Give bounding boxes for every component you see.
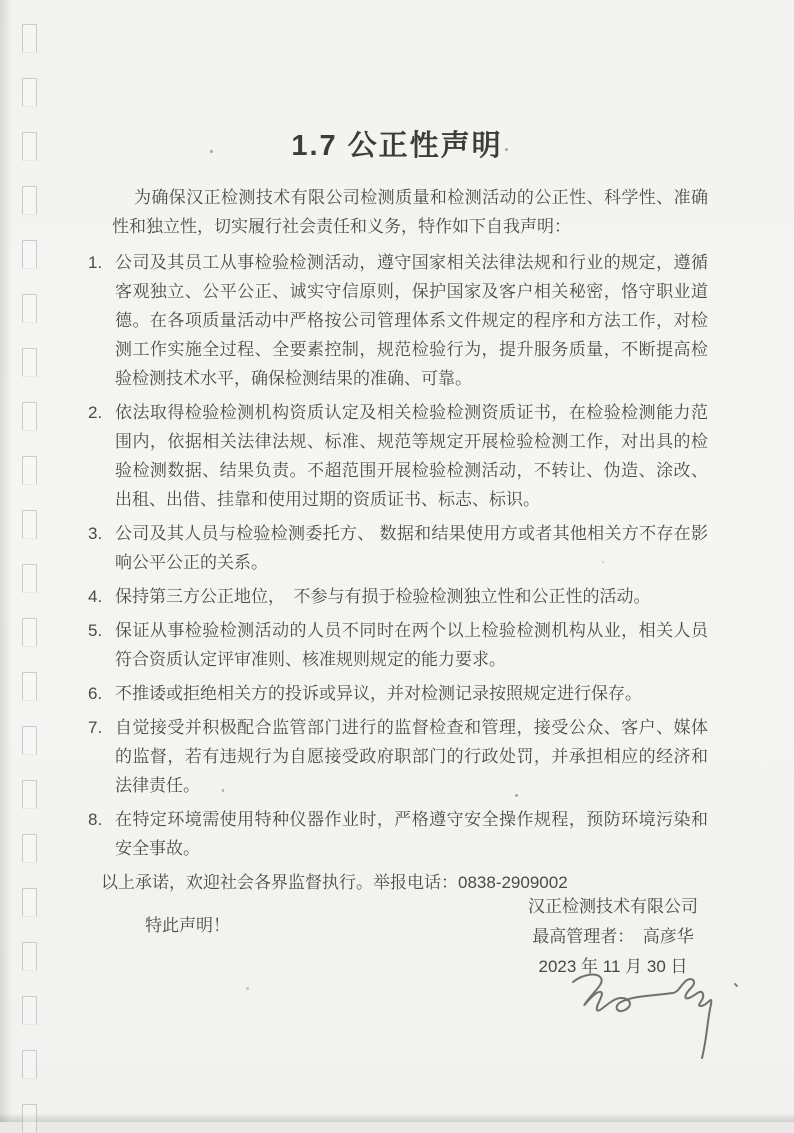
scan-speck [505,148,508,151]
signature-company: 汉正检测技术有限公司 [528,897,698,916]
item-number: 3. [88,524,103,543]
item-text: 保持第三方公正地位， 不参与有损于检验检测独立性和公正性的活动。 [115,587,651,606]
report-phone: 0838-2909002 [458,873,568,892]
signature-date: 2023 年 11 月 30 日 [538,957,688,976]
item-text: 公司及其员工从事检验检测活动，遵守国家相关法律法规和行业的规定，遵循客观独立、公平公正、诚实守信原则，保护国家及客户相关秘密，恪守职业道德。在各项质量活动中严格按公司管理体系文件规定的程序和方法工作，对检测工作实施全过程、全要素控制，规范检验行为，提升服务质量，不断提高检验检测技术水平，确保检测结果的准确、可靠。 [115,253,708,388]
item-number: 2. [88,403,103,422]
closing-text: 以上承诺，欢迎社会各界监督执行。举报电话： [101,873,458,892]
list-item [88,519,708,577]
scan-speck [515,794,518,797]
list-item [88,679,708,708]
item-number: 7. [88,718,103,737]
scan-bottom-edge [0,1113,794,1122]
list-item [88,398,708,514]
signature-handwriting [545,960,755,1080]
binding-holes [22,24,37,1133]
list-item [88,713,708,800]
item-text: 公司及其人员与检验检测委托方、 数据和结果使用方或者其他相关方不存在影响公平公正的关系。 [115,524,708,572]
page-title: 1.7 公正性声明 [291,130,503,162]
item-text: 不推诿或拒绝相关方的投诉或异议，并对检测记录按照规定进行保存。 [115,684,642,703]
scan-speck [222,789,224,792]
item-number: 8. [88,810,103,829]
item-text: 依法取得检验检测机构资质认定及相关检验检测资质证书，在检验检测能力范围内，依据相关法律法规、标准、规范等规定开展检验检测工作，对出具的检验检测数据、结果负责。不超范围开展检验检测活动，不转让、伪造、涂改、出租、出借、挂靠和使用过期的资质证书、标志、标识。 [115,403,708,509]
list-item [88,582,708,611]
document-body [88,183,708,940]
statement-list [88,248,708,863]
list-item [88,616,708,674]
scan-left-edge [0,0,12,1122]
scan-speck [246,987,249,990]
item-number: 1. [88,253,103,272]
list-item [88,805,708,863]
item-text: 自觉接受并积极配合监管部门进行的监督检查和管理，接受公众、客户、媒体的监督，若有违规行为自愿接受政府职部门的行政处罚，并承担相应的经济和法律责任。 [115,718,708,795]
list-item [88,248,708,393]
scan-speck [210,150,213,153]
intro-paragraph: 为确保汉正检测技术有限公司检测质量和检测活动的公正性、科学性、准确性和独立性，切实履行社会责任和义务，特作如下自我声明： [112,188,708,236]
item-number: 6. [88,684,103,703]
item-text: 保证从事检验检测活动的人员不同时在两个以上检验检测机构从业，相关人员符合资质认定评审准则、核准规则规定的能力要求。 [115,621,708,669]
declaration-line: 特此声明！ [145,916,230,935]
item-text: 在特定环境需使用特种仪器作业时，严格遵守安全操作规程，预防环境污染和安全事故。 [115,810,708,858]
scan-speck [602,561,604,563]
item-number: 5. [88,621,103,640]
signature-manager: 最高管理者： 高彦华 [532,927,694,946]
item-number: 4. [88,587,103,606]
